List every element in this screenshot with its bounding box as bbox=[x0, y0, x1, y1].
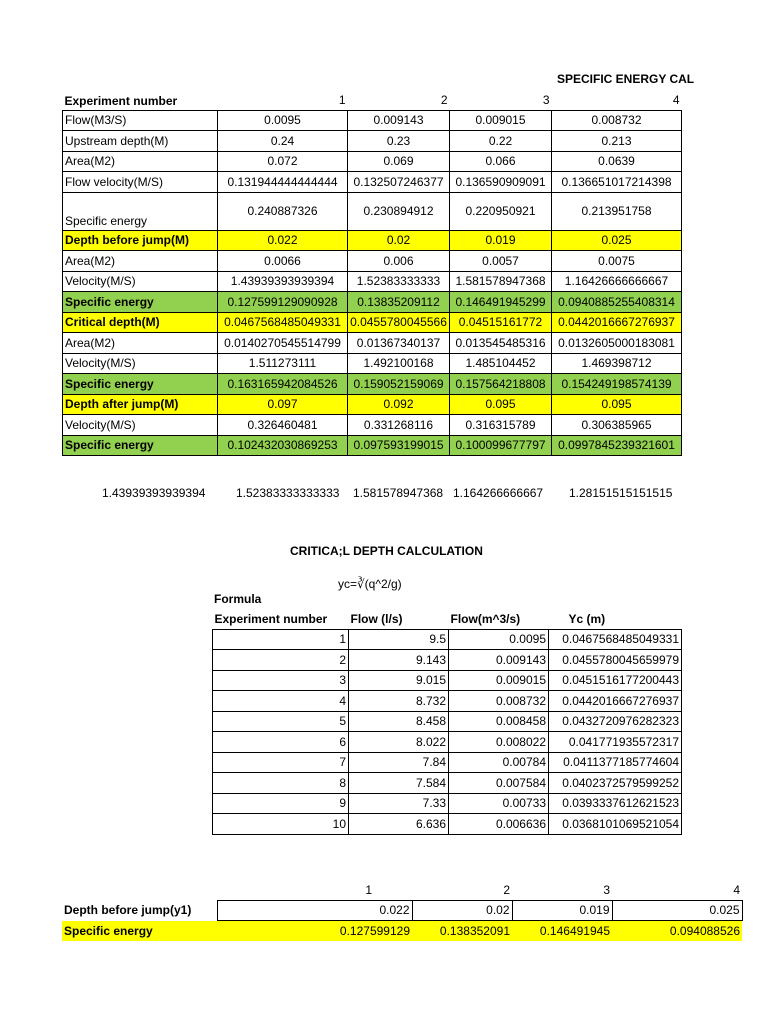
critical-header-3: Flow(m^3/s) bbox=[450, 611, 521, 626]
row-value: 0.136590909091 bbox=[450, 172, 552, 193]
table-row bbox=[63, 394, 682, 415]
row-value: 0.154249198574139 bbox=[552, 374, 682, 395]
bottom-row bbox=[62, 900, 742, 921]
bottom-row-value: 0.025 bbox=[612, 900, 742, 921]
row-label: Critical depth(M) bbox=[63, 312, 218, 333]
critical-cell: 0.007584 bbox=[449, 773, 549, 794]
bottom-row-label: Depth before jump(y1) bbox=[64, 903, 192, 918]
table-row bbox=[63, 131, 682, 152]
row-value: 0.0132605000183081 bbox=[552, 333, 682, 354]
critical-row bbox=[213, 650, 682, 671]
bottom-row-value: 0.022 bbox=[217, 900, 412, 921]
row-value: 0.146491945299 bbox=[450, 292, 552, 313]
bottom-row-value: 0.127599129 bbox=[217, 921, 412, 941]
table-row bbox=[63, 251, 682, 272]
row-label: Velocity(M/S) bbox=[63, 415, 218, 436]
row-value: 0.095 bbox=[552, 394, 682, 415]
critical-cell: 9.5 bbox=[349, 629, 449, 650]
bottom-summary-table bbox=[62, 880, 743, 941]
header-col-4: 4 bbox=[672, 92, 680, 107]
critical-cell: 0.0368101069521054 bbox=[549, 814, 682, 835]
critical-cell: 10 bbox=[213, 814, 349, 835]
critical-cell: 0.008732 bbox=[449, 691, 549, 712]
velocity-value: 1.52383333333333 bbox=[236, 486, 340, 500]
row-value: 0.013545485316 bbox=[450, 333, 552, 354]
critical-header-2: Flow (l/s) bbox=[350, 611, 403, 626]
critical-cell: 9.015 bbox=[349, 670, 449, 691]
critical-cell: 0.00784 bbox=[449, 752, 549, 773]
header-label: Experiment number bbox=[64, 93, 178, 108]
sheet-title: SPECIFIC ENERGY CAL bbox=[557, 72, 695, 86]
row-label: Specific energy bbox=[63, 192, 218, 230]
critical-row bbox=[213, 629, 682, 650]
row-value: 0.24 bbox=[218, 131, 348, 152]
critical-header-1: Experiment number bbox=[214, 611, 328, 626]
table-row bbox=[63, 230, 682, 251]
critical-row bbox=[213, 711, 682, 732]
row-value: 1.469398712 bbox=[552, 353, 682, 374]
critical-cell: 0.008022 bbox=[449, 732, 549, 753]
row-value: 0.163165942084526 bbox=[218, 374, 348, 395]
critical-cell: 5 bbox=[213, 711, 349, 732]
row-label: Area(M2) bbox=[63, 333, 218, 354]
velocity-value: 1.581578947368 bbox=[353, 486, 444, 500]
critical-cell: 0.0393337612621523 bbox=[549, 793, 682, 814]
critical-cell: 0.00733 bbox=[449, 793, 549, 814]
row-value: 0.0455780045566 bbox=[348, 312, 450, 333]
table-row bbox=[63, 435, 682, 456]
row-label: Upstream depth(M) bbox=[63, 131, 218, 152]
critical-cell: 6 bbox=[213, 732, 349, 753]
velocity-value: 1.43939393939394 bbox=[102, 486, 206, 500]
row-value: 0.240887326 bbox=[218, 192, 348, 230]
critical-row bbox=[213, 691, 682, 712]
row-value: 1.16426666666667 bbox=[552, 271, 682, 292]
row-value: 0.0467568485049331 bbox=[218, 312, 348, 333]
row-value: 0.102432030869253 bbox=[218, 435, 348, 456]
row-value: 0.0095 bbox=[218, 110, 348, 131]
bottom-header-col-4: 4 bbox=[733, 882, 740, 897]
row-label: Area(M2) bbox=[63, 251, 218, 272]
row-value: 0.220950921 bbox=[450, 192, 552, 230]
row-value: 1.511273111 bbox=[218, 353, 348, 374]
critical-cell: 0.041771935572317 bbox=[549, 732, 682, 753]
row-value: 0.306385965 bbox=[552, 415, 682, 436]
row-value: 0.131944444444444 bbox=[218, 172, 348, 193]
row-value: 0.066 bbox=[450, 151, 552, 172]
row-value: 0.0066 bbox=[218, 251, 348, 272]
critical-title: CRITICA;L DEPTH CALCULATION bbox=[290, 544, 483, 558]
critical-cell: 7.33 bbox=[349, 793, 449, 814]
header-col-3: 3 bbox=[542, 92, 550, 107]
row-value: 0.157564218808 bbox=[450, 374, 552, 395]
row-value: 1.485104452 bbox=[450, 353, 552, 374]
table-header-row bbox=[63, 90, 682, 110]
critical-row bbox=[213, 793, 682, 814]
bottom-row-label: Specific energy bbox=[62, 921, 217, 941]
row-value: 1.52383333333 bbox=[348, 271, 450, 292]
row-value: 0.13835209112 bbox=[348, 292, 450, 313]
critical-cell: 0.0411377185774604 bbox=[549, 752, 682, 773]
critical-row bbox=[213, 814, 682, 835]
critical-cell: 0.008458 bbox=[449, 711, 549, 732]
critical-cell: 6.636 bbox=[349, 814, 449, 835]
table-row bbox=[63, 374, 682, 395]
row-value: 0.008732 bbox=[552, 110, 682, 131]
critical-cell: 3 bbox=[213, 670, 349, 691]
row-value: 1.492100168 bbox=[348, 353, 450, 374]
critical-cell: 0.0095 bbox=[449, 629, 549, 650]
row-value: 0.230894912 bbox=[348, 192, 450, 230]
row-label: Specific energy bbox=[63, 435, 218, 456]
row-value: 0.100099677797 bbox=[450, 435, 552, 456]
critical-header-row bbox=[213, 609, 682, 629]
row-value: 0.04515161772 bbox=[450, 312, 552, 333]
critical-cell: 9 bbox=[213, 793, 349, 814]
row-value: 0.213 bbox=[552, 131, 682, 152]
row-value: 0.092 bbox=[348, 394, 450, 415]
row-label: Flow velocity(M/S) bbox=[63, 172, 218, 193]
critical-cell: 0.009143 bbox=[449, 650, 549, 671]
header-col-2: 2 bbox=[440, 92, 448, 107]
row-value: 0.097593199015 bbox=[348, 435, 450, 456]
bottom-row bbox=[62, 921, 742, 941]
critical-cell: 8.458 bbox=[349, 711, 449, 732]
row-label: Velocity(M/S) bbox=[63, 353, 218, 374]
critical-cell: 1 bbox=[213, 629, 349, 650]
table-row bbox=[63, 172, 682, 193]
critical-row bbox=[213, 752, 682, 773]
table-row bbox=[63, 192, 682, 230]
row-label: Specific energy bbox=[63, 292, 218, 313]
critical-cell: 0.0432720976282323 bbox=[549, 711, 682, 732]
critical-cell: 7 bbox=[213, 752, 349, 773]
header-col-1: 1 bbox=[338, 92, 346, 107]
table-row bbox=[63, 333, 682, 354]
row-value: 0.0140270545514799 bbox=[218, 333, 348, 354]
row-value: 0.22 bbox=[450, 131, 552, 152]
critical-cell: 4 bbox=[213, 691, 349, 712]
row-value: 0.097 bbox=[218, 394, 348, 415]
bottom-header-col-1: 1 bbox=[365, 882, 372, 897]
table-row bbox=[63, 353, 682, 374]
row-value: 0.0639 bbox=[552, 151, 682, 172]
critical-cell: 0.009015 bbox=[449, 670, 549, 691]
row-value: 0.095 bbox=[450, 394, 552, 415]
bottom-row-value: 0.146491945 bbox=[512, 921, 612, 941]
table-row bbox=[63, 271, 682, 292]
row-value: 0.213951758 bbox=[552, 192, 682, 230]
row-value: 0.136651017214398 bbox=[552, 172, 682, 193]
critical-cell: 8 bbox=[213, 773, 349, 794]
row-value: 0.127599129090928 bbox=[218, 292, 348, 313]
row-value: 0.006 bbox=[348, 251, 450, 272]
critical-row bbox=[213, 773, 682, 794]
critical-row bbox=[213, 670, 682, 691]
bottom-row-value: 0.094088526 bbox=[612, 921, 742, 941]
row-value: 0.0940885255408314 bbox=[552, 292, 682, 313]
row-value: 0.009143 bbox=[348, 110, 450, 131]
row-value: 0.0442016667276937 bbox=[552, 312, 682, 333]
row-value: 0.0057 bbox=[450, 251, 552, 272]
bottom-row-value: 0.02 bbox=[412, 900, 512, 921]
row-value: 0.316315789 bbox=[450, 415, 552, 436]
row-label: Area(M2) bbox=[63, 151, 218, 172]
critical-cell: 7.584 bbox=[349, 773, 449, 794]
bottom-header-blank bbox=[62, 880, 217, 900]
row-label: Depth before jump(M) bbox=[63, 230, 218, 251]
row-label: Flow(M3/S) bbox=[63, 110, 218, 131]
row-label: Depth after jump(M) bbox=[63, 394, 218, 415]
bottom-header-row bbox=[62, 880, 742, 900]
critical-header-4: Yc (m) bbox=[568, 611, 606, 626]
row-value: 0.23 bbox=[348, 131, 450, 152]
row-value: 0.022 bbox=[218, 230, 348, 251]
critical-depth-table bbox=[212, 609, 682, 835]
table-row bbox=[63, 151, 682, 172]
critical-cell: 7.84 bbox=[349, 752, 449, 773]
table-row bbox=[63, 292, 682, 313]
critical-cell: 0.0455780045659979 bbox=[549, 650, 682, 671]
row-value: 1.43939393939394 bbox=[218, 271, 348, 292]
critical-cell: 2 bbox=[213, 650, 349, 671]
bottom-row-value: 0.138352091 bbox=[412, 921, 512, 941]
row-value: 0.072 bbox=[218, 151, 348, 172]
row-value: 0.02 bbox=[348, 230, 450, 251]
critical-row bbox=[213, 732, 682, 753]
critical-cell: 0.0451516177200443 bbox=[549, 670, 682, 691]
critical-cell: 9.143 bbox=[349, 650, 449, 671]
critical-cell: 8.732 bbox=[349, 691, 449, 712]
row-value: 0.132507246377 bbox=[348, 172, 450, 193]
row-value: 0.0997845239321601 bbox=[552, 435, 682, 456]
velocity-value: 1.164266666667 bbox=[453, 486, 544, 500]
critical-cell: 0.0442016667276937 bbox=[549, 691, 682, 712]
bottom-row-value: 0.019 bbox=[512, 900, 612, 921]
row-value: 0.069 bbox=[348, 151, 450, 172]
row-value: 0.01367340137 bbox=[348, 333, 450, 354]
velocity-value: 1.28151515151515 bbox=[569, 486, 673, 500]
row-label: Specific energy bbox=[63, 374, 218, 395]
row-value: 0.025 bbox=[552, 230, 682, 251]
formula-text: yc=∛(q^2/g) bbox=[338, 577, 402, 591]
table-row bbox=[63, 110, 682, 131]
row-value: 0.159052159069 bbox=[348, 374, 450, 395]
row-value: 0.326460481 bbox=[218, 415, 348, 436]
table-row bbox=[63, 415, 682, 436]
specific-energy-table bbox=[62, 90, 682, 456]
formula-label: Formula bbox=[214, 592, 262, 606]
row-value: 0.009015 bbox=[450, 110, 552, 131]
row-value: 0.0075 bbox=[552, 251, 682, 272]
bottom-header-col-2: 2 bbox=[503, 882, 510, 897]
table-row bbox=[63, 312, 682, 333]
critical-cell: 0.0402372579599252 bbox=[549, 773, 682, 794]
critical-cell: 8.022 bbox=[349, 732, 449, 753]
critical-cell: 0.006636 bbox=[449, 814, 549, 835]
row-value: 1.581578947368 bbox=[450, 271, 552, 292]
row-value: 0.331268116 bbox=[348, 415, 450, 436]
row-label: Velocity(M/S) bbox=[63, 271, 218, 292]
critical-cell: 0.0467568485049331 bbox=[549, 629, 682, 650]
row-value: 0.019 bbox=[450, 230, 552, 251]
bottom-header-col-3: 3 bbox=[603, 882, 610, 897]
